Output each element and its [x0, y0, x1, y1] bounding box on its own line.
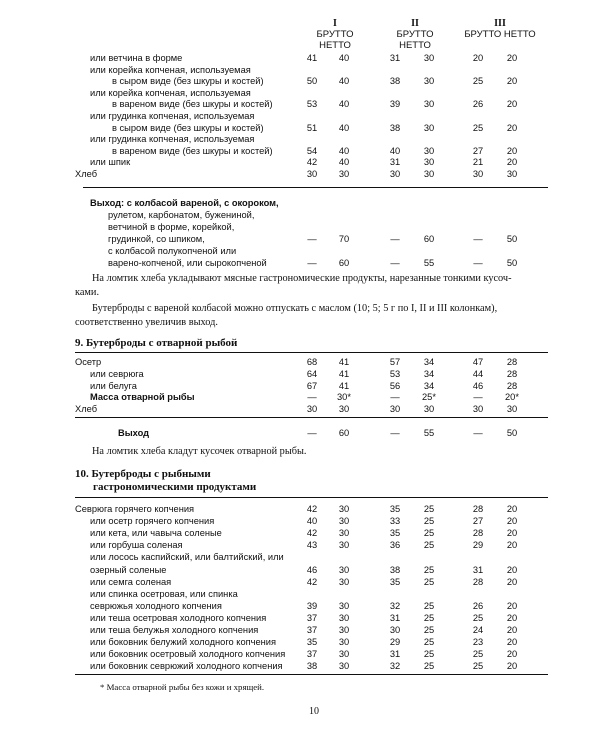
s9yield-value-4: 55	[423, 428, 435, 438]
table-row	[0, 539, 600, 551]
section-10-title	[75, 468, 256, 494]
s8-value-5: 26	[472, 99, 484, 110]
table-row	[0, 98, 600, 110]
table-row	[0, 110, 600, 122]
s9-value-6: 30	[506, 404, 518, 415]
table-row	[0, 527, 600, 539]
s8-value-5: 25	[472, 122, 484, 133]
s9-value-3: 30	[389, 404, 401, 415]
row-label: в вареном виде (без шкуры и костей)	[112, 145, 273, 156]
s8-value-3: 38	[389, 122, 401, 133]
paragraph-1-line-2: ками.	[75, 287, 100, 298]
row-label: или белуга	[90, 380, 137, 391]
s8-value-6: 20	[506, 157, 518, 168]
s10-value-3: 38	[389, 564, 401, 575]
s10-value-4: 25	[423, 540, 435, 551]
table-row	[0, 564, 600, 576]
s9-value-4: 34	[423, 368, 435, 379]
column-labels-2: БРУТТО НЕТТО	[396, 29, 434, 51]
s10-value-5: 29	[472, 540, 484, 551]
row-label: или корейка копченая, используемая	[90, 87, 251, 98]
s8-value-4: 30	[423, 145, 435, 156]
row-label: или боковник осетровый холодного копчения	[90, 649, 286, 660]
row-label: или грудинка копченая, используемая	[90, 134, 255, 145]
s10-value-3: 36	[389, 540, 401, 551]
row-label: или боковник севрюжий холодного копчения	[90, 661, 283, 672]
table-row	[0, 133, 600, 145]
s10-value-2: 30	[338, 637, 350, 648]
section-9-rule	[75, 352, 548, 353]
column-roman-3: III	[494, 18, 506, 29]
s10-value-6: 20	[506, 528, 518, 539]
s8-value-3: 39	[389, 99, 401, 110]
s8-value-6: 20	[506, 99, 518, 110]
s10-value-1: 42	[306, 528, 318, 539]
table-row	[0, 612, 600, 624]
s10-value-6: 20	[506, 661, 518, 672]
s9-value-5: 44	[472, 368, 484, 379]
section-9-title: 9. Бутерброды с отварной рыбой	[75, 337, 238, 349]
section-9-yield-label: Выход	[118, 428, 150, 438]
s10-value-2: 30	[338, 516, 350, 527]
s8-value-3: 31	[389, 157, 401, 168]
s10-value-6: 20	[506, 637, 518, 648]
s9-value-6: 28	[506, 380, 518, 391]
table-row	[0, 168, 600, 180]
s8-value-6: 20	[506, 53, 518, 63]
s8-value-4: 30	[423, 169, 435, 179]
s9-value-4: 34	[423, 380, 435, 391]
s10-value-3: 29	[389, 637, 401, 648]
s10-value-5: 25	[472, 612, 484, 623]
column-header-1	[300, 18, 370, 51]
s9-value-2: 41	[338, 368, 350, 379]
page-number: 10	[309, 706, 319, 717]
row-label: или теша белужья холодного копчения	[90, 625, 259, 635]
s10-value-6: 20	[506, 540, 518, 551]
s8-value-6: 20	[506, 122, 518, 133]
row-label: Осетр	[75, 357, 102, 367]
s8-value-5: 21	[472, 157, 484, 168]
s10-value-2: 30	[338, 540, 350, 551]
s10-value-3: 31	[389, 649, 401, 660]
s9-value-3: 53	[389, 368, 401, 379]
s9-value-3: —	[390, 392, 400, 403]
row-label: или лосось каспийский, или балтийский, или	[90, 552, 284, 563]
section-9-bottom-rule	[75, 417, 548, 418]
s10-value-3: 32	[389, 661, 401, 672]
s9-value-5: —	[473, 392, 483, 403]
s8-value-2: 40	[338, 76, 350, 87]
s10-value-2: 30	[338, 661, 350, 672]
s10-value-1: 37	[306, 612, 318, 623]
table-row	[0, 87, 600, 99]
s10-value-5: 31	[472, 564, 484, 575]
s10-value-6: 20	[506, 612, 518, 623]
s10-value-5: 28	[472, 504, 484, 514]
column-roman-2: II	[411, 18, 419, 29]
s10-value-3: 32	[389, 600, 401, 611]
s8-value-2: 40	[338, 99, 350, 110]
s10-value-5: 24	[472, 625, 484, 635]
s10-value-2: 30	[338, 600, 350, 611]
s10-value-5: 25	[472, 649, 484, 660]
column-labels-3: БРУТТО НЕТТО	[464, 29, 536, 40]
row-label: или горбуша соленая	[90, 540, 183, 551]
s8-value-1: 51	[306, 122, 318, 133]
s10-value-2: 30	[338, 576, 350, 587]
s10-value-4: 25	[423, 661, 435, 672]
s10-value-1: 37	[306, 625, 318, 635]
s9yield-value-1: —	[307, 428, 317, 438]
s8-value-6: 30	[506, 169, 518, 179]
s8-value-1: 50	[306, 76, 318, 87]
s9-value-4: 34	[423, 357, 435, 367]
row-label: или севрюга	[90, 368, 144, 379]
column-labels-1: БРУТТО НЕТТО	[316, 29, 354, 51]
yield-line-5: с колбасой полукопченой или	[108, 246, 237, 256]
s8-value-1: 42	[306, 157, 318, 168]
s9-value-1: —	[307, 392, 317, 403]
s10-value-1: 39	[306, 600, 318, 611]
s10-value-1: 40	[306, 516, 318, 527]
s10-value-3: 35	[389, 528, 401, 539]
s10-value-4: 25	[423, 528, 435, 539]
s10-value-5: 28	[472, 576, 484, 587]
s9-value-4: 30	[423, 404, 435, 415]
s10-value-6: 20	[506, 625, 518, 635]
yield2-value-4: 55	[423, 258, 435, 268]
paragraph-2-line-1: Бутерброды с вареной колбасой можно отпускать с маслом (10; 5; 5 г по I, II и III колонкам),	[92, 303, 498, 314]
s9-value-2: 30*	[337, 392, 351, 403]
table-row	[0, 145, 600, 157]
column-header-3	[460, 18, 540, 40]
s8-value-4: 30	[423, 99, 435, 110]
s10-value-2: 30	[338, 625, 350, 635]
s8-value-6: 20	[506, 145, 518, 156]
s8-value-4: 30	[423, 157, 435, 168]
yield1-value-1: —	[307, 234, 317, 244]
table-row	[0, 380, 600, 392]
yield-line-3: ветчиной в форме, корейкой,	[108, 222, 235, 232]
s8-value-2: 40	[338, 157, 350, 168]
s9yield-value-5: —	[473, 428, 483, 438]
s10-value-6: 20	[506, 649, 518, 660]
table-row	[0, 648, 600, 660]
section-9-yield-row	[0, 427, 600, 439]
s10-value-5: 28	[472, 528, 484, 539]
s10-value-1: 42	[306, 504, 318, 514]
yield-line-6: варено-копченой, или сырокопченой	[108, 258, 267, 268]
s10-value-3: 35	[389, 504, 401, 514]
row-label: или шпик	[90, 157, 131, 168]
s10-value-4: 25	[423, 516, 435, 527]
yield-line-4: грудинкой, со шпиком,	[108, 234, 205, 244]
s9-value-6: 28	[506, 357, 518, 367]
s10-value-1: 43	[306, 540, 318, 551]
s8-value-3: 31	[389, 53, 401, 63]
s10-value-1: 42	[306, 576, 318, 587]
s9-value-2: 30	[338, 404, 350, 415]
yield-values-row-2	[0, 257, 600, 269]
row-label: севрюжья холодного копчения	[90, 600, 222, 611]
s10-value-6: 20	[506, 564, 518, 575]
s8-value-6: 20	[506, 76, 518, 87]
yield-line-2: рулетом, карбонатом, бужениной,	[108, 210, 255, 220]
s8-value-3: 40	[389, 145, 401, 156]
yield2-value-5: —	[473, 258, 483, 268]
footnote: * Масса отварной рыбы без кожи и хрящей.	[100, 682, 265, 692]
yield1-value-2: 70	[338, 234, 350, 244]
table-row	[0, 600, 600, 612]
s9-value-5: 30	[472, 404, 484, 415]
s8-value-4: 30	[423, 53, 435, 63]
s9-value-3: 56	[389, 380, 401, 391]
row-label: Севрюга горячего копчения	[75, 504, 195, 514]
s8-value-2: 40	[338, 145, 350, 156]
row-label: в вареном виде (без шкуры и костей)	[112, 99, 273, 110]
section-10-title-line-2: гастрономическими продуктами	[93, 481, 257, 493]
s10-value-4: 25	[423, 612, 435, 623]
table-row	[0, 356, 600, 368]
s9yield-value-3: —	[390, 428, 400, 438]
yield1-value-4: 60	[423, 234, 435, 244]
s8-value-5: 27	[472, 145, 484, 156]
s8-value-4: 30	[423, 76, 435, 87]
s10-value-2: 30	[338, 649, 350, 660]
yield2-value-3: —	[390, 258, 400, 268]
row-label: или корейка копченая, используемая	[90, 64, 251, 75]
s10-value-6: 20	[506, 504, 518, 514]
s10-value-4: 25	[423, 504, 435, 514]
s10-value-2: 30	[338, 612, 350, 623]
table-row	[0, 551, 600, 563]
table-row	[0, 122, 600, 134]
s8-value-3: 30	[389, 169, 401, 179]
table-row	[0, 52, 600, 64]
yield1-value-3: —	[390, 234, 400, 244]
s10-value-2: 30	[338, 504, 350, 514]
s9-value-6: 28	[506, 368, 518, 379]
s10-value-4: 25	[423, 564, 435, 575]
table-row	[0, 624, 600, 636]
paragraph-2	[92, 302, 562, 317]
paragraph-1-line-1: На ломтик хлеба укладывают мясные гастрономические продукты, нарезанные тонкими кусоч-	[92, 273, 512, 284]
divider-line	[83, 187, 548, 188]
row-label: или кета, или чавыча соленые	[90, 528, 222, 539]
s9-value-1: 64	[306, 368, 318, 379]
row-label: или семга соленая	[90, 576, 172, 587]
s9-value-6: 20*	[505, 392, 519, 403]
row-label: озерный соленые	[90, 564, 167, 575]
s9-value-4: 25*	[422, 392, 436, 403]
table-row	[0, 64, 600, 76]
yield-line-1: Выход: с колбасой вареной, с окороком,	[90, 198, 279, 208]
s8-value-3: 38	[389, 76, 401, 87]
s8-value-4: 30	[423, 122, 435, 133]
row-label: или ветчина в форме	[90, 53, 183, 63]
table-row	[0, 403, 600, 415]
table-row	[0, 503, 600, 515]
table-row	[0, 636, 600, 648]
s10-value-2: 30	[338, 564, 350, 575]
s9-value-1: 68	[306, 357, 318, 367]
s10-value-1: 38	[306, 661, 318, 672]
s10-value-4: 25	[423, 649, 435, 660]
yield1-value-6: 50	[506, 234, 518, 244]
s10-value-4: 25	[423, 576, 435, 587]
s9-value-2: 41	[338, 380, 350, 391]
section-10-title-line-1: 10. Бутерброды с рыбными	[75, 468, 211, 480]
row-label: в сыром виде (без шкуры и костей)	[112, 76, 264, 87]
s9-value-2: 41	[338, 357, 350, 367]
table-row	[0, 660, 600, 672]
s8-value-1: 53	[306, 99, 318, 110]
column-header-2	[380, 18, 450, 51]
s8-value-2: 40	[338, 53, 350, 63]
s10-value-6: 20	[506, 516, 518, 527]
row-label: в сыром виде (без шкуры и костей)	[112, 122, 264, 133]
section-10-rule	[75, 497, 548, 498]
s10-value-2: 30	[338, 528, 350, 539]
row-label: или боковник белужий холодного копчения	[90, 637, 277, 648]
s8-value-1: 54	[306, 145, 318, 156]
s8-value-2: 30	[338, 169, 350, 179]
row-label: Масса отварной рыбы	[90, 392, 195, 403]
row-label: или грудинка копченая, используемая	[90, 111, 255, 121]
s10-value-1: 46	[306, 564, 318, 575]
s8-value-5: 30	[472, 169, 484, 179]
s10-value-4: 25	[423, 625, 435, 635]
s9-value-3: 57	[389, 357, 401, 367]
s10-value-1: 35	[306, 637, 318, 648]
row-label: или спинка осетровая, или спинка	[90, 588, 238, 599]
s8-value-1: 30	[306, 169, 318, 179]
row-label: Хлеб	[75, 169, 98, 179]
yield1-value-5: —	[473, 234, 483, 244]
s8-value-5: 20	[472, 53, 484, 63]
column-roman-1: I	[333, 18, 337, 29]
table-row	[0, 515, 600, 527]
s9-value-5: 47	[472, 357, 484, 367]
s10-value-6: 20	[506, 576, 518, 587]
table-row	[0, 576, 600, 588]
paragraph-2-line-2: соответственно увеличив выход.	[75, 317, 218, 328]
section-9-paragraph: На ломтик хлеба кладут кусочек отварной рыбы.	[92, 446, 307, 457]
s9-value-5: 46	[472, 380, 484, 391]
s9yield-value-6: 50	[506, 428, 518, 438]
paragraph-1	[92, 272, 562, 287]
yield-values-row-1	[0, 233, 600, 245]
paragraph-1-cont	[75, 286, 555, 301]
s10-value-3: 33	[389, 516, 401, 527]
s10-value-3: 30	[389, 625, 401, 635]
table-row	[0, 391, 600, 403]
table-row	[0, 588, 600, 600]
row-label: или теша осетровая холодного копчения	[90, 612, 267, 623]
s10-value-5: 26	[472, 600, 484, 611]
section-10-bottom-rule	[75, 674, 548, 675]
yield2-value-2: 60	[338, 258, 350, 268]
s10-value-5: 23	[472, 637, 484, 648]
paragraph-2-cont	[75, 316, 555, 331]
s9-value-1: 30	[306, 404, 318, 415]
row-label: или осетр горячего копчения	[90, 516, 215, 527]
s10-value-4: 25	[423, 637, 435, 648]
s8-value-2: 40	[338, 122, 350, 133]
table-row	[0, 368, 600, 380]
table-row	[0, 156, 600, 168]
row-label: Хлеб	[75, 404, 98, 415]
yield2-value-1: —	[307, 258, 317, 268]
s10-value-3: 31	[389, 612, 401, 623]
s8-value-5: 25	[472, 76, 484, 87]
s10-value-5: 27	[472, 516, 484, 527]
s9-value-1: 67	[306, 380, 318, 391]
s10-value-4: 25	[423, 600, 435, 611]
s10-value-5: 25	[472, 661, 484, 672]
s9yield-value-2: 60	[338, 428, 350, 438]
yield2-value-6: 50	[506, 258, 518, 268]
s8-value-1: 41	[306, 53, 318, 63]
table-row	[0, 75, 600, 87]
s10-value-3: 35	[389, 576, 401, 587]
s10-value-1: 37	[306, 649, 318, 660]
s10-value-6: 20	[506, 600, 518, 611]
